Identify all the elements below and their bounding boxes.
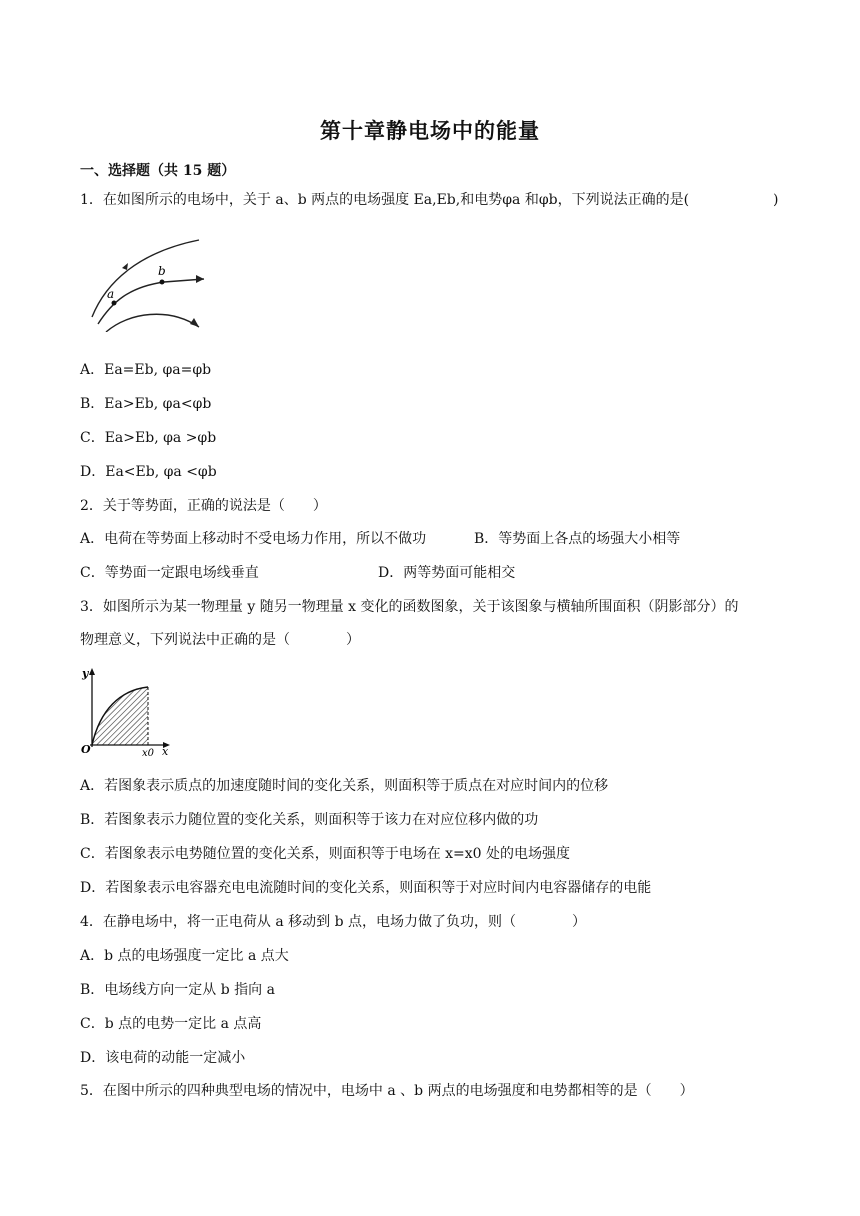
area-graph-figure [80,665,180,760]
point-b [160,280,165,285]
q4-option-a: A．b 点的电场强度一定比 a 点大 [80,948,289,964]
question-3-stem-line2: 物理意义，下列说法中正确的是（ ） [80,632,360,648]
field-line-bottom [106,314,199,332]
q3-option-a: A．若图象表示质点的加速度随时间的变化关系，则面积等于质点在对应时间内的位移 [80,778,609,794]
q1-option-a: A．Ea=Eb, φa=φb [80,362,212,378]
label-a: a [107,287,115,301]
point-a [112,301,117,306]
q2-option-d: D．两等势面可能相交 [378,565,516,581]
page-title: 第十章静电场中的能量 [320,118,540,143]
q1-option-b: B．Ea>Eb, φa<φb [80,396,212,412]
question-1-stem: 1．在如图所示的电场中，关于 a、b 两点的电场强度 Ea,Eb,和电势φa 和φb，下列说法正确的是( [80,192,690,208]
label-x: x [162,745,169,758]
q3-option-c: C．若图象表示电势随位置的变化关系，则面积等于电场在 x=x0 处的电场强度 [80,846,571,862]
q1-option-c: C．Ea>Eb, φa >φb [80,430,217,446]
q3-option-b: B．若图象表示力随位置的变化关系，则面积等于该力在对应位移内做的功 [80,812,539,828]
question-5-stem: 5．在图中所示的四种典型电场的情况中，电场中 a 、b 两点的电场强度和电势都相等的是（ ） [80,1083,694,1099]
q4-option-d: D．该电荷的动能一定减小 [80,1050,246,1066]
q4-option-b: B．电场线方向一定从 b 指向 a [80,982,275,998]
field-line-top [92,240,199,317]
label-origin: O [81,743,91,756]
label-x0: x0 [142,748,155,759]
label-y: y [82,667,89,680]
q1-option-d: D．Ea<Eb, φa <φb [80,464,217,480]
electric-field-lines-figure [84,232,214,332]
question-1-stem-close: ) [773,192,779,208]
q3-option-d: D．若图象表示电容器充电电流随时间的变化关系，则面积等于对应时间内电容器储存的电能 [80,880,652,896]
section-heading: 一、选择题（共 15 题） [80,163,236,179]
question-3-stem-line1: 3．如图所示为某一物理量 y 随另一物理量 x 变化的函数图象，关于该图象与横轴所围面积（阴影部分）的 [80,599,739,615]
q2-option-c: C．等势面一定跟电场线垂直 [80,565,259,581]
q2-option-b: B．等势面上各点的场强大小相等 [474,531,681,547]
label-b: b [158,264,166,278]
question-2-stem: 2．关于等势面，正确的说法是（ ） [80,498,327,514]
shaded-area [92,687,148,745]
q2-option-a: A．电荷在等势面上移动时不受电场力作用，所以不做功 [80,531,427,547]
q4-option-c: C．b 点的电势一定比 a 点高 [80,1016,262,1032]
question-4-stem: 4．在静电场中，将一正电荷从 a 移动到 b 点，电场力做了负功，则（ ） [80,914,587,930]
